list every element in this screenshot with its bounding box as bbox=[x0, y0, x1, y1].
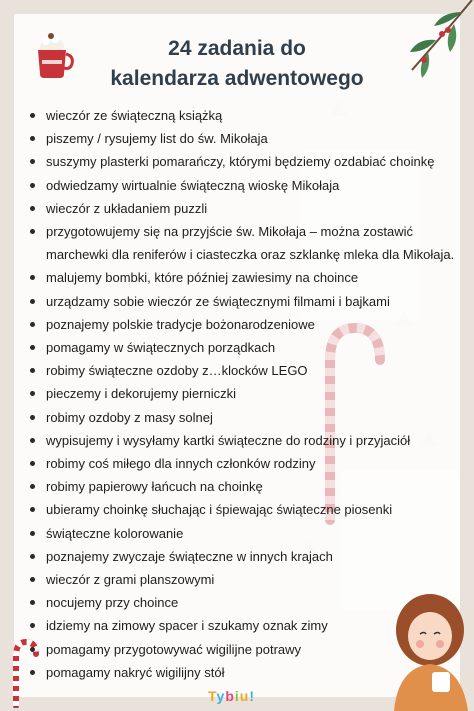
list-item: robimy coś miłego dla innych członków rodziny bbox=[24, 452, 454, 475]
title-line-1: 24 zadania do bbox=[168, 37, 306, 60]
list-item: poznajemy zwyczaje świąteczne w innych krajach bbox=[24, 545, 454, 568]
bullet-icon bbox=[30, 368, 35, 373]
list-item: poznajemy polskie tradycje bożonarodzeniowe bbox=[24, 313, 454, 336]
list-item: odwiedzamy wirtualnie świąteczną wioskę Mikołaja bbox=[24, 174, 454, 197]
list-item: urządzamy sobie wieczór ze świątecznymi filmami i bajkami bbox=[24, 290, 454, 313]
list-item: wieczór z układaniem puzzli bbox=[24, 197, 454, 220]
list-item: pieczemy i dekorujemy pierniczki bbox=[24, 382, 454, 405]
bullet-icon bbox=[30, 206, 35, 211]
list-item: ubieramy choinkę słuchając i śpiewając świąteczne piosenki bbox=[24, 498, 454, 521]
bullet-icon bbox=[30, 484, 35, 489]
bullet-icon bbox=[30, 345, 35, 350]
list-item: wypisujemy i wysyłamy kartki świąteczne do rodziny i przyjaciół bbox=[24, 429, 454, 452]
bullet-icon bbox=[30, 113, 35, 118]
list-item: pomagamy nakryć wigilijny stół bbox=[24, 661, 454, 684]
bullet-icon bbox=[30, 531, 35, 536]
bullet-icon bbox=[30, 299, 35, 304]
bullet-icon bbox=[30, 159, 35, 164]
list-item: wieczór z grami planszowymi bbox=[24, 568, 454, 591]
list-item: wieczór ze świąteczną książką bbox=[24, 104, 454, 127]
bullet-icon bbox=[30, 183, 35, 188]
list-item-continuation: marchewki dla reniferów i ciasteczka oraz szklankę mleka dla Mikołaja. bbox=[46, 247, 455, 263]
title-line-2: kalendarza adwentowego bbox=[110, 67, 364, 90]
list-item: suszymy plasterki pomarańczy, którymi będziemy ozdabiać choinkę bbox=[24, 150, 454, 173]
list-item: robimy papierowy łańcuch na choinkę bbox=[24, 475, 454, 498]
bullet-icon bbox=[30, 229, 35, 234]
list-item: robimy świąteczne ozdoby z…klocków LEGO bbox=[24, 359, 454, 382]
list-item: przygotowujemy się na przyjście św. Mikołaja – można zostawić bbox=[24, 220, 454, 243]
list-item: idziemy na zimowy spacer i szukamy oznak zimy bbox=[24, 614, 454, 637]
bullet-icon bbox=[30, 275, 35, 280]
page-title bbox=[0, 34, 474, 94]
bullet-icon bbox=[30, 461, 35, 466]
list-item: nocujemy przy choince bbox=[24, 591, 454, 614]
list-item: pomagamy w świątecznych porządkach bbox=[24, 336, 454, 359]
bullet-icon bbox=[30, 322, 35, 327]
bullet-icon bbox=[30, 670, 35, 675]
bullet-icon bbox=[30, 507, 35, 512]
bullet-icon bbox=[30, 438, 35, 443]
bullet-icon bbox=[30, 623, 35, 628]
bullet-icon bbox=[30, 136, 35, 141]
list-item: robimy ozdoby z masy solnej bbox=[24, 406, 454, 429]
bullet-icon bbox=[30, 554, 35, 559]
bullet-icon bbox=[30, 415, 35, 420]
list-item: pomagamy przygotowywać wigilijne potrawy bbox=[24, 638, 454, 661]
task-list bbox=[24, 104, 454, 684]
list-item: świąteczne kolorowanie bbox=[24, 522, 454, 545]
bullet-icon bbox=[30, 577, 35, 582]
bullet-icon bbox=[30, 647, 35, 652]
bullet-icon bbox=[30, 600, 35, 605]
list-item: malujemy bombki, które później zawiesimy na choince bbox=[24, 266, 454, 289]
tybiu-logo: Tybiu! bbox=[208, 688, 255, 704]
bullet-icon bbox=[30, 391, 35, 396]
list-item: piszemy / rysujemy list do św. Mikołaja bbox=[24, 127, 454, 150]
